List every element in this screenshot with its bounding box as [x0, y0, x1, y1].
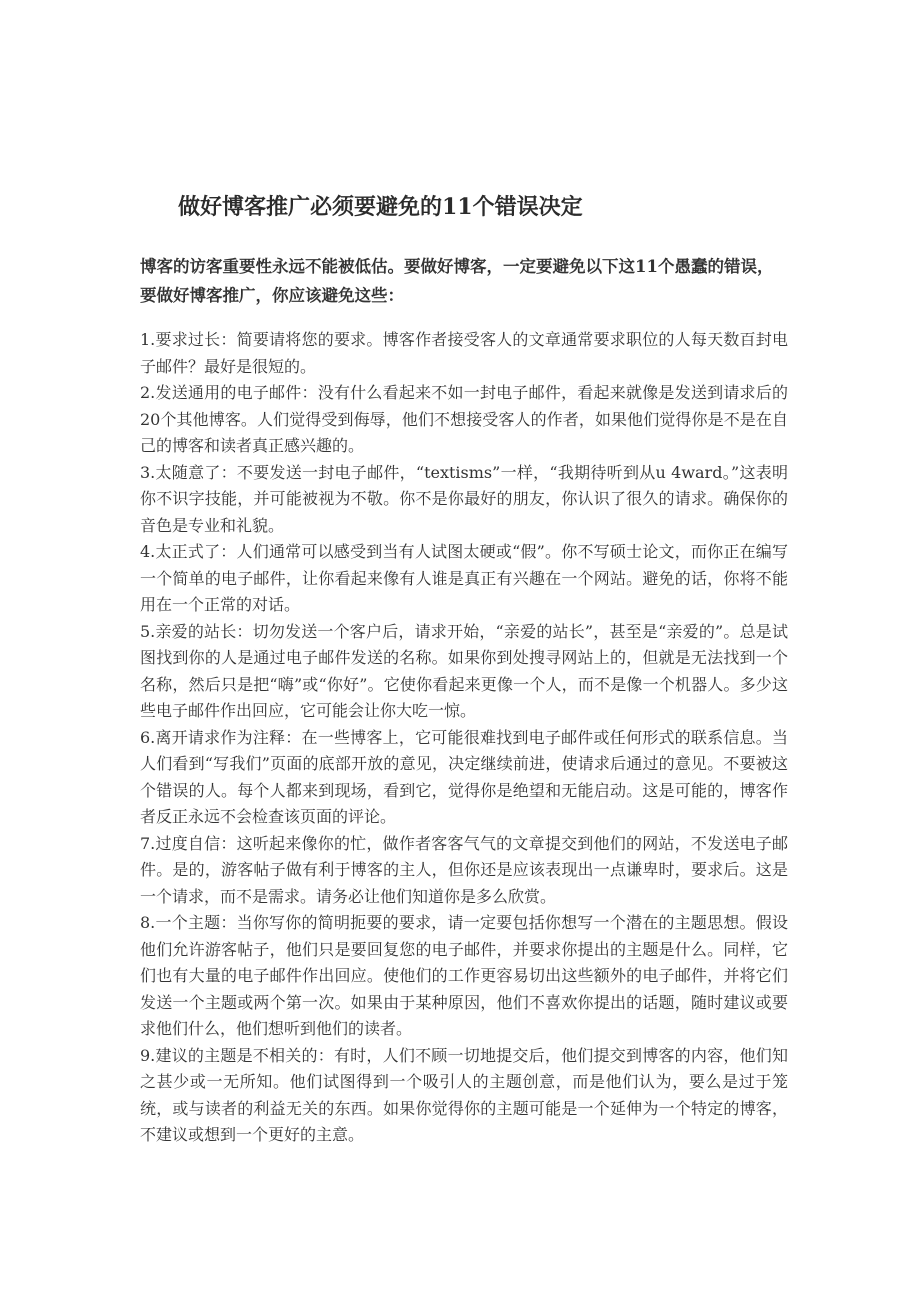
list-item-7: 7.过度自信：这听起来像你的忙，做作者客客气气的文章提交到他们的网站，不发送电子邮件。是的，游客帖子做有利于博客的主人，但你还是应该表现出一点谦卑时，要求后。这是一个请求，而不是需求。请务必让他们知道你是多么欣赏。 — [140, 833, 788, 906]
document-title: 做好博客推广必须要避免的11个错误决定 — [178, 194, 583, 220]
list-item-2: 2.发送通用的电子邮件：没有什么看起来不如一封电子邮件，看起来就像是发送到请求后的20个其他博客。人们觉得受到侮辱，他们不想接受客人的作者，如果他们觉得你是不是在自己的博客和读者真正感兴趣的。 — [140, 383, 788, 455]
list-item-1: 1.要求过长：简要请将您的要求。博客作者接受客人的文章通常要求职位的人每天数百封电子邮件？最好是很短的。 — [140, 330, 788, 376]
list-item-5: 5.亲爱的站长：切勿发送一个客户后，请求开始，“亲爱的站长”，甚至是“亲爱的”。总是试图找到你的人是通过电子邮件发送的名称。如果你到处搜寻网站上的，但就是无法找到一个名称，然后只是把“嗨”或“你好”。它使你看起来更像一个人，而不是像一个机器人。多少这些电子邮件作出回应，它可能会让你大吃一惊。 — [140, 621, 788, 720]
list-item-4: 4.太正式了：人们通常可以感受到当有人试图太硬或“假”。你不写硕士论文，而你正在编写一个简单的电子邮件，让你看起来像有人谁是真正有兴趣在一个网站。避免的话，你将不能用在一个正常的对话。 — [140, 542, 788, 614]
document-body — [140, 327, 788, 1149]
intro-paragraph: 博客的访客重要性永远不能被低估。要做好博客，一定要避免以下这11个愚蠢的错误，要做好博客推广，你应该避免这些： — [140, 257, 774, 305]
list-item-9: 9.建议的主题是不相关的：有时，人们不顾一切地提交后，他们提交到博客的内容，他们知之甚少或一无所知。他们试图得到一个吸引人的主题创意，而是他们认为，要么是过于笼统，或与读者的利益无关的东西。如果你觉得你的主题可能是一个延伸为一个特定的博客，不建议或想到一个更好的主意。 — [140, 1045, 788, 1144]
list-item-3: 3.太随意了：不要发送一封电子邮件，“textisms”一样，“我期待听到从u 4ward。”这表明你不识字技能，并可能被视为不敬。你不是你最好的朋友，你认识了很久的请求。确保你的音色是专业和礼貌。 — [140, 462, 788, 535]
list-item-6: 6.离开请求作为注释：在一些博客上，它可能很难找到电子邮件或任何形式的联系信息。当人们看到“写我们”页面的底部开放的意见，决定继续前进，使请求后通过的意见。不要被这个错误的人。每个人都来到现场，看到它，觉得你是绝望和无能启动。这是可能的，博客作者反正永远不会检查该页面的评论。 — [140, 727, 788, 826]
list-item-8: 8.一个主题：当你写你的简明扼要的要求，请一定要包括你想写一个潜在的主题思想。假设他们允许游客帖子，他们只是要回复您的电子邮件，并要求你提出的主题是什么。同样，它们也有大量的电子邮件作出回应。使他们的工作更容易切出这些额外的电子邮件，并将它们发送一个主题或两个第一次。如果由于某种原因，他们不喜欢你提出的话题，随时建议或要求他们什么，他们想听到他们的读者。 — [140, 913, 788, 1038]
